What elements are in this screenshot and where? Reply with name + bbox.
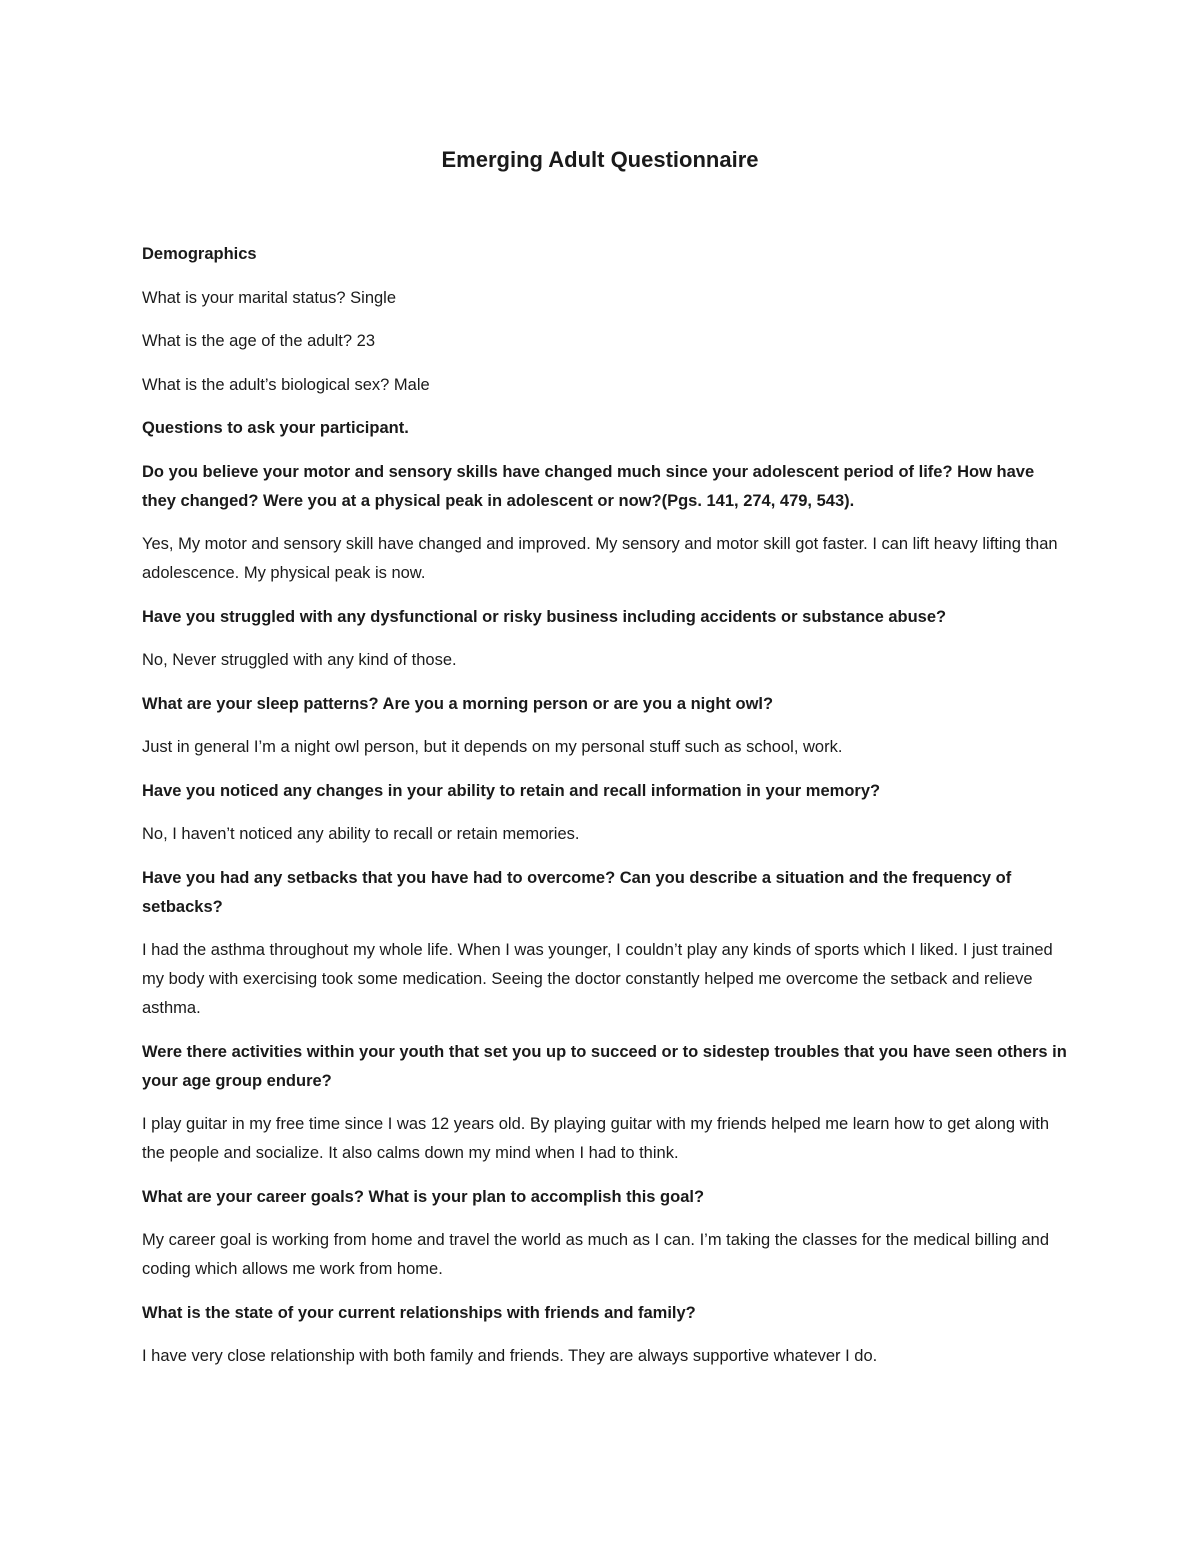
- document-title: Emerging Adult Questionnaire: [441, 147, 759, 172]
- question-4: Have you noticed any changes in your ability to retain and recall information in your memory?: [142, 781, 881, 800]
- question-8: What is the state of your current relationships with friends and family?: [142, 1303, 696, 1322]
- answer-4: No, I haven’t noticed any ability to recall or retain memories.: [142, 825, 580, 843]
- answer-3: Just in general I’m a night owl person, but it depends on my personal stuff such as school, work.: [142, 738, 843, 756]
- answer-5: I had the asthma throughout my whole life. When I was younger, I couldn’t play any kinds of sports which I liked. I just trained my body with exercising took some medication. Seeing the doctor constantly helped me overcome the setback and relieve asthma.: [142, 941, 1053, 1017]
- document-body: [142, 240, 1072, 1386]
- question-5: Have you had any setbacks that you have had to overcome? Can you describe a situation and the frequency of setbacks?: [142, 868, 1012, 916]
- answer-8: I have very close relationship with both family and friends. They are always supportive whatever I do.: [142, 1347, 878, 1365]
- demographic-marital-status: What is your marital status? Single: [142, 288, 397, 307]
- question-7: What are your career goals? What is your plan to accomplish this goal?: [142, 1187, 705, 1206]
- answer-7: My career goal is working from home and travel the world as much as I can. I’m taking the classes for the medical billing and coding which allows me work from home.: [142, 1231, 1049, 1278]
- question-2: Have you struggled with any dysfunctional or risky business including accidents or substance abuse?: [142, 607, 947, 626]
- answer-1: Yes, My motor and sensory skill have changed and improved. My sensory and motor skill got faster. I can lift heavy lifting than adolescence. My physical peak is now.: [142, 535, 1058, 582]
- answer-2: No, Never struggled with any kind of those.: [142, 651, 457, 669]
- answer-6: I play guitar in my free time since I was 12 years old. By playing guitar with my friends helped me learn how to get along with the people and socialize. It also calms down my mind when I had to think.: [142, 1115, 1050, 1162]
- demographic-age: What is the age of the adult? 23: [142, 332, 375, 350]
- question-1: Do you believe your motor and sensory skills have changed much since your adolescent period of life? How have they changed? Were you at a physical peak in adolescent or now?(Pgs. 141, 274, 479, 543).: [142, 462, 1035, 510]
- question-3: What are your sleep patterns? Are you a morning person or are you a night owl?: [142, 694, 774, 713]
- question-6: Were there activities within your youth that set you up to succeed or to sidestep troubles that you have seen others in your age group endure?: [142, 1042, 1067, 1090]
- demographic-sex: What is the adult’s biological sex? Male: [142, 375, 430, 394]
- demographics-heading: Demographics: [142, 245, 257, 263]
- questions-heading: Questions to ask your participant.: [142, 419, 409, 437]
